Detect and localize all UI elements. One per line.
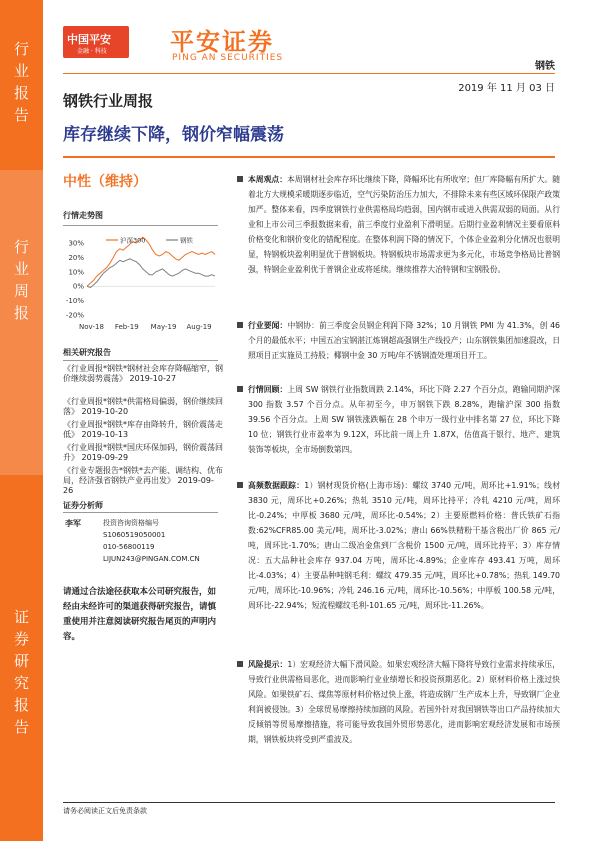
x-tick-label: Nov-18 [79, 323, 104, 331]
side-label-weekly: 行 业 周 报 [13, 238, 29, 322]
section-view-head: 本周观点： [248, 175, 287, 184]
related-report-item: 《行业周报*钢铁*国庆环保加码，钢价震荡回升》 2019-09-29 [63, 443, 223, 462]
related-report-item: 《行业周报*钢铁*供需格局偏弱，钢价继续回落》 2019-10-20 [63, 397, 223, 416]
x-tick-label: Feb-19 [114, 323, 139, 331]
pingan-securities-logo-en: PING AN SECURITIES [172, 53, 284, 63]
pingan-securities-logo: 平安证券 [170, 28, 274, 56]
footer-disclaimer: 请务必阅读正文后免责条款 [63, 807, 147, 815]
disclaimer-notice: 请通过合法途径获取本公司研究报告，如经由未经许可的渠道获得研究报告，请慎重使用并注意阅读研究报告尾页的声明内容。 [63, 587, 217, 642]
y-tick-label: -20% [65, 311, 84, 320]
related-report-item: 《行业周报*钢铁*库存由降转升，钢价震荡走低》 2019-10-13 [63, 420, 223, 439]
analyst-role: 投资咨询资格编号 [103, 519, 159, 527]
analyst-id: S1060519050001 [103, 531, 166, 539]
y-tick-label: -10% [65, 297, 84, 306]
section-view-text: 本周钢材社会库存环比继续下降，降幅环比有所收窄；但厂库降幅有所扩大。随着北方大规模采暖期逐步临近，空气污染防治压力加大，不排除未来有些区域环保限产政策加严。整体来看，四季度钢铁行业供需格局均趋弱，国内钢市或进入供需双弱的局面。从行业和上市公司三季报数据来看，前三季度行业盈利下滑明显。后期行业盈利情况主要看原料价格变化和钢价变化的错配程度。在整体利润下降的情况下，个体企业盈利分化情况也很明显，特钢板块盈利明显优于普钢板块。特钢板块市场需求更为多元化，市场竞争格局比普钢强，特钢企业盈利优于普钢企业或将延续。继续推荐大冶特钢和宝钢股份。 [248, 175, 560, 274]
x-tick-label: May-19 [150, 323, 177, 331]
section-news [248, 318, 560, 363]
analyst-email: LIJUN243@PINGAN.COM.CN [103, 555, 200, 563]
related-report-item: 《行业专题报告*钢铁*去产能、调结构、优布局，经济强省钢铁产业再出发》 2019-09-26 [63, 466, 223, 495]
section-market [248, 382, 560, 457]
report-headline: 库存继续下降，钢价窄幅震荡 [63, 125, 284, 145]
side-label-research: 证 券 研 究 报 告 [13, 608, 29, 736]
y-tick-label: 10% [68, 268, 84, 277]
section-risk-text: 1）宏观经济大幅下滑风险。如果宏观经济大幅下降将导致行业需求持续承压，导致行业供需格局恶化，进而影响行业业绩增长和投资预期恶化。2）原材料价格上涨过快风险。如果铁矿石、煤焦等原材料价格过快上涨，将造成钢厂生产成本上升，导致钢厂企业利润被侵蚀。3）全球贸易摩擦持续加剧的风险。若国外针对我国钢铁等出口产品持续加大反倾销等贸易摩擦措施，将可能导致我国外贸形势恶化，进而影响宏观经济发展和市场预期，钢铁板块将受到严重波及。 [248, 660, 561, 744]
chart-section-label: 行情走势图 [63, 211, 103, 220]
section-news-head: 行业要闻： [248, 321, 288, 330]
side-band [0, 0, 43, 841]
analyst-section-label: 证券分析师 [63, 501, 103, 510]
footer-rule [63, 802, 555, 803]
series-line-steel [87, 259, 215, 288]
legend-label-steel: 钢铁 [180, 236, 193, 245]
related-research-label: 相关研究报告 [63, 348, 111, 357]
section-market-text: 上周 SW 钢铁行业指数周跌 2.14%，环比下降 2.27 个百分点，跑输同期沪深 300 指数 3.57 个百分点。从年初至今，申万钢铁下跌 8.28%，跑输沪深 300 指数 39.56 个百分点。上周 SW 钢铁涨跌幅在 28 个申万一级行业中排名第 27 位，环比下降 10 位；钢铁行业市盈率为 9.12X，环比前一周上升 1.87X，估值高于银行、地产、建筑装饰等板块，全市场倒数第四。 [248, 385, 560, 454]
analyst-phone: 010-56800119 [103, 543, 155, 551]
side-label-report: 行 业 报 告 [13, 40, 29, 124]
section-news-text: 中钢协：前三季度会员钢企利润下降 32%；10 月钢铁 PMI 为 41.3%，创 46 个月的最低水平；中国五冶宝钢湛江炼钢超高强钢生产线投产；山东钢铁集团加速混改，日照项目正实施员工持股；椰钢中金 30 万吨/年不锈钢渣处理项目开工。 [248, 321, 560, 360]
rating-label: 中性（维持） [63, 174, 147, 190]
y-tick-label: 30% [68, 239, 84, 248]
header-rule [63, 73, 555, 74]
bullet-marker [237, 482, 243, 488]
section-risk-head: 风险提示： [248, 660, 288, 669]
bullet-marker [237, 176, 243, 182]
section-risk [248, 657, 560, 747]
section-market-head: 行情回顾： [248, 385, 288, 394]
related-research-rule [63, 360, 218, 361]
section-view [248, 172, 560, 277]
section-data-head: 高频数据跟踪： [248, 481, 305, 490]
chart-section-rule [63, 225, 218, 226]
related-report-item: 《行业周报*钢铁*钢材社会库存降幅缩窄，钢价继续弱势震荡》 2019-10-27 [63, 364, 223, 383]
title-divider [63, 156, 555, 158]
sector-label: 钢铁 [535, 61, 555, 72]
report-type-title: 钢铁行业周报 [63, 92, 154, 110]
analyst-section-rule [63, 512, 218, 513]
report-date: 2019 年 11 月 03 日 [458, 83, 555, 94]
section-data-text: 1）钢材现货价格(上海市场)：螺纹 3740 元/吨，周环比+1.91%；线材 3830 元，周环比+0.26%；热轧 3510 元/吨，周环比持平；冷轧 4210 元/吨，周环比-0.24%；中厚板 3680 元/吨，周环比-0.54%；2）主要原燃料价格：普氏铁矿石指数:62%CFR85.00 美元/吨，周环比-3.02%；唐山 66%铁精粉干基含税出厂价 865 元/吨，周环比-1.70%；唐山二级冶金焦到厂含税价 1500 元/吨，周环比持平；3）库存情况：五大品种社会库存 937.04 万吨，周环比-4.89%；企业库存 493.41 万吨，周环比-4.03%；4）主要品种吨钢毛利：螺纹 479.35 元/吨，周环比+0.78%；热轧 149.70 元/吨，周环比-10.96%；冷轧 246.16 元/吨，周环比-10.56%；中厚板 100.58 元/吨，周环比-22.94%；短流程螺纹毛利-101.65 元/吨，周环比-11.26%。 [248, 481, 560, 610]
analyst-name: 李军 [65, 519, 81, 528]
series-line-hs300 [87, 237, 215, 286]
section-data [248, 478, 560, 613]
bullet-marker [237, 322, 243, 328]
pingan-group-logo: 中国平安 金融 · 科技 [63, 26, 129, 58]
bullet-marker [237, 661, 243, 667]
x-tick-label: Aug-19 [186, 323, 212, 331]
y-tick-label: 20% [68, 253, 84, 262]
legend-label-hs300: 沪深300 [120, 236, 146, 245]
y-tick-label: 0% [72, 282, 84, 291]
sector-performance-chart [63, 235, 223, 335]
bullet-marker [237, 386, 243, 392]
